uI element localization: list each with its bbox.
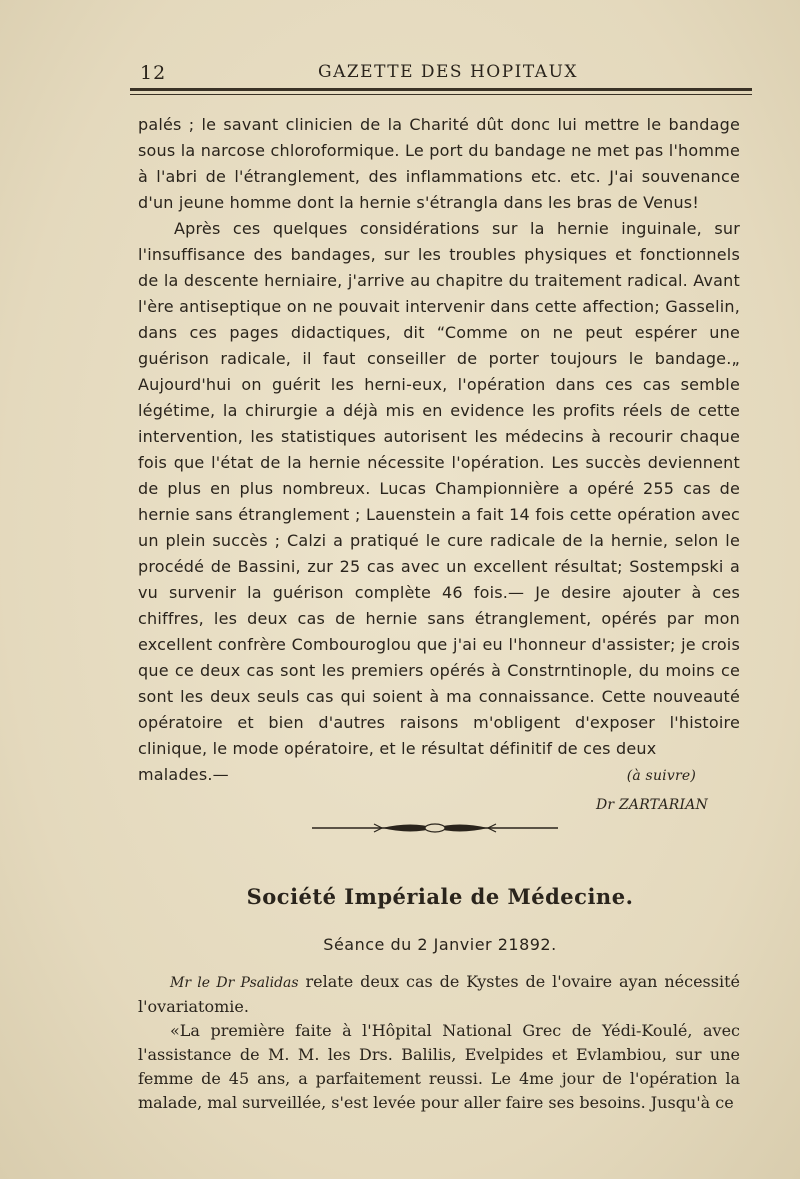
article-paragraph-1: palés ; le savant clinicien de la Charité dût donc lui mettre le bandage sous la narcose chloroformique. Le port du bandage ne met pas l'homme à l'abri de l'étranglement, des inflammations etc. etc. J'ai souvenance d'un jeune homme dont la hernie s'étrangla dans les bras de Venus! [138, 115, 740, 212]
page-number: 12 [140, 62, 167, 84]
session-date: Séance du 2 Janvier 21892. [323, 935, 557, 954]
section-body [138, 970, 740, 1115]
to-follow-note: (à suivre) [626, 768, 696, 784]
ornament-divider [312, 820, 558, 836]
article-body [138, 112, 740, 818]
section-title: Société Impériale de Médecine. [246, 884, 634, 909]
page-header [130, 58, 750, 88]
header-rule-thick [130, 88, 752, 91]
section-paragraph: «La première faite à l'Hôpital National Grec de Yédi-Koulé, avec l'assistance de M. M. les Drs. Balilis, Evelpides et Evlambiou, sur une femme de 45 ans, a parfaitement reussi. Le 4me jour de l'opération la malade, mal surveillée, s'est levée pour aller faire ses besoins. Jusqu'à ce [138, 1021, 740, 1112]
article-closing-line [138, 762, 740, 789]
article-paragraph-2-end: malades.— [138, 765, 229, 784]
article-paragraph-2: Après ces quelques considérations sur la hernie inguinale, sur l'insuffisance des bandages, sur les troubles physiques et fonctionnels de la descente herniaire, j'arrive au chapitre du traitement radical. Avant l'ère antiseptique on ne pouvait intervenir dans cette affection; Gasselin, dans ces pages didactiques, dit “Comme on ne peut espérer une guérison radicale, il faut conseiller de porter toujours le bandage.„ Aujourd'hui on guérit les herni-eux, l'opération dans ces cas semble légétime, la chirurgie a déjà mis en evidence les profits réels de cette intervention, les statistiques autorisent les médecins à recourir chaque fois que l'état de la hernie nécessite l'opération. Les succès deviennent de plus en plus nombreux. Lucas Championnière a opéré 255 cas de hernie sans étranglement ; Lauenstein a fait 14 fois cette opération avec un plein succès ; Calzi a pratiqué le cure radicale de la hernie, selon le procédé de Bassini, zur 25 cas avec un excellent résultat; Sostempski a vu survenir la guérison complète 46 fois.— Je desire ajouter à ces chiffres, les deux cas de hernie sans étranglement, opérés par mon excellent confrère Combouroglou que j'ai eu l'honneur d'assister; je crois que ce deux cas sont les premiers opérés à Constrntinople, du moins ce sont les deux seuls cas qui soient à ma connaissance. Cette nouveauté opératoire et bien d'autres raisons m'obligent d'exposer l'histoire clinique, le mode opératoire, et le résultat définitif de ces deux [138, 219, 740, 758]
article-signature-line [138, 791, 740, 818]
running-title: GAZETTE DES HOPITAUX [318, 62, 579, 82]
section-lead-text: relate deux cas de Kystes de l'ovaire ayan nécessité l'ovariatomie. [138, 972, 740, 1016]
speaker-names: Mr le Dr Psalidas [170, 975, 299, 991]
section-lead-paragraph [138, 970, 740, 1019]
author-signature: Dr ZARTARIAN [595, 797, 708, 813]
header-rule-thin [130, 94, 752, 95]
